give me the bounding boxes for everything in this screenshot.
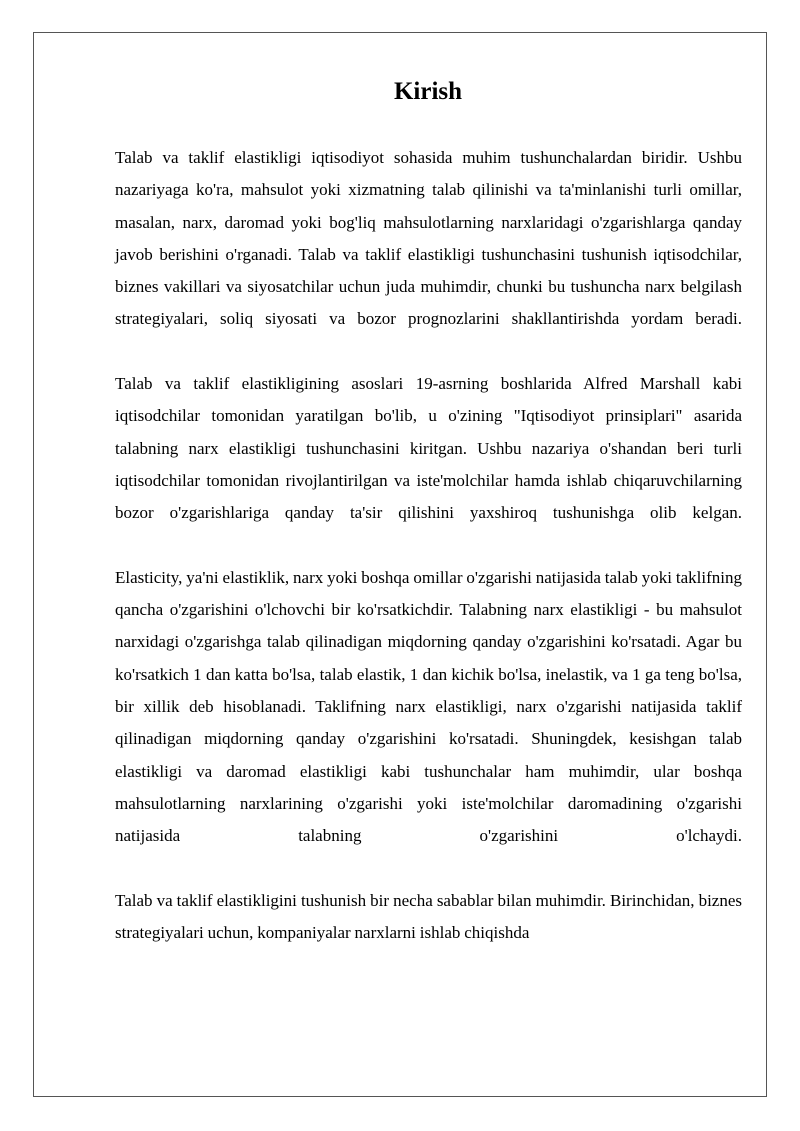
paragraph-1: Talab va taklif elastikligi iqtisodiyot sohasida muhim tushunchalardan biridir. Ushbu nazariyaga ko'ra, mahsulot yoki xizmatning talab qilinishi va ta'minlanishi turli omillar, masalan, narx, daromad yoki bog'liq mahsulotlarning narxlaridagi o'zgarishlarga qanday javob berishini o'rganadi. Talab va taklif elastikligi tushunchasini tushunish iqtisodchilar, biznes vakillari va siyosatchilar uchun juda muhimdir, chunki bu tushuncha narx belgilash strategiyalari, soliq siyosati va bozor prognozlarini shakllantirishda yordam beradi. xyxy=(115,148,742,329)
paragraph-3: Elasticity, ya'ni elastiklik, narx yoki boshqa omillar o'zgarishi natijasida talab yoki taklifning qancha o'zgarishini o'lchovchi bir ko'rsatkichdir. Talabning narx elastikligi - bu mahsulot narxidagi o'zgarishga talab qilinadigan miqdorning qanday o'zgarishini ko'rsatadi. Agar bu ko'rsatkich 1 dan katta bo'lsa, talab elastik, 1 dan kichik bo'lsa, inelastik, va 1 ga teng bo'lsa, bir xillik deb hisoblanadi. Taklifning narx elastikligi, narx o'zgarishi natijasida taklif qilinadigan miqdorning qanday o'zgarishini ko'rsatadi. Shuningdek, kesishgan talab elastikligi va daromad elastikligi kabi tushunchalar ham muhimdir, ular boshqa mahsulotlarning narxlarining o'zgarishi yoki iste'molchilar daromadining o'zgarishi natijasida talabning o'zgarishini o'lchaydi. xyxy=(115,567,742,846)
page-title: Kirish xyxy=(393,78,463,105)
paragraph-4: Talab va taklif elastikligini tushunish bir necha sabablar bilan muhimdir. Birinchidan, biznes strategiyalari uchun, kompaniyalar narxlarni ishlab chiqishda xyxy=(115,890,742,943)
document-body xyxy=(115,142,742,982)
paragraph-2: Talab va taklif elastikligining asoslari 19-asrning boshlarida Alfred Marshall kabi iqtisodchilar tomonidan yaratilgan bo'lib, u o'zining "Iqtisodiyot prinsiplari" asarida talabning narx elastikligi tushunchasini kiritgan. Ushbu nazariya o'shandan beri turli iqtisodchilar tomonidan rivojlantirilgan va iste'molchilar hamda ishlab chiqaruvchilarning bozor o'zgarishlariga qanday ta'sir qilishini yaxshiroq tushunishga olib kelgan. xyxy=(115,374,742,523)
